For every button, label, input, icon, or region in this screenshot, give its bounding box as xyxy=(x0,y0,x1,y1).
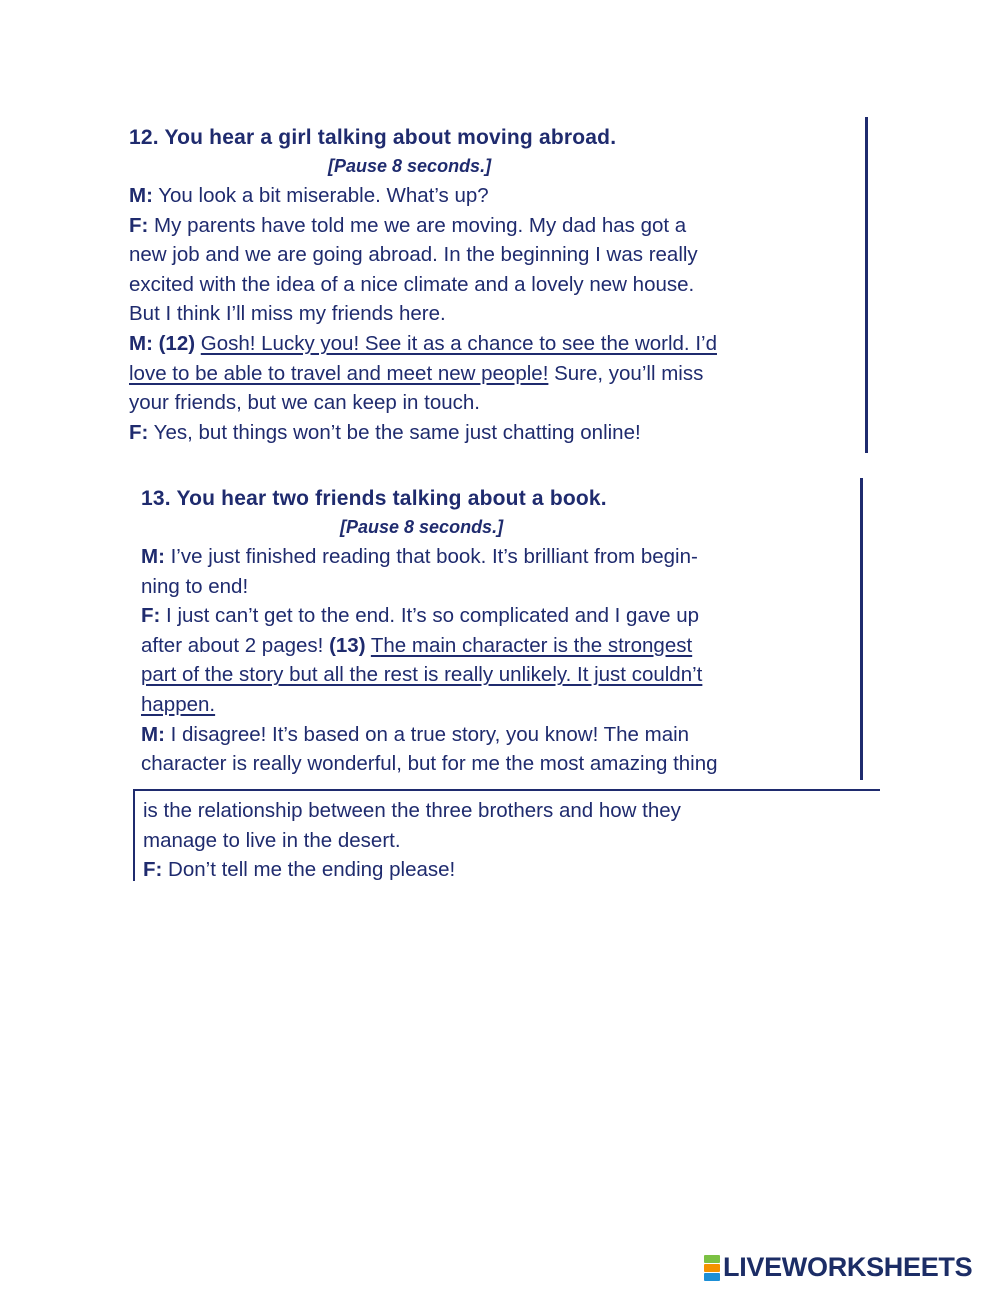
speaker-f: F: xyxy=(129,420,149,444)
logo-icon xyxy=(704,1255,720,1281)
q13-f1-l2 xyxy=(141,631,718,661)
speaker-f: F: xyxy=(143,858,163,882)
q13-m1-l1 xyxy=(141,542,718,572)
q13-m1-l2: ning to end! xyxy=(141,574,249,598)
q12-m2-l3: your friends, but we can keep in touch. xyxy=(129,391,480,415)
q13-pause: [Pause 8 seconds.] xyxy=(340,517,504,537)
q13-f1-l1 xyxy=(141,601,718,631)
dialogue-text: I just can’t get to the end. It’s so complicated and I gave up xyxy=(160,604,700,628)
answer-number: (12) xyxy=(152,331,201,355)
speaker-m: M: xyxy=(129,331,153,355)
q13-f1-l4 xyxy=(141,690,718,720)
dialogue-text: Don’t tell me the ending please! xyxy=(162,858,456,882)
logo-text: LIVEWORKSHEETS xyxy=(723,1252,973,1282)
continuation-block xyxy=(143,796,681,885)
continuation-top-border xyxy=(133,789,880,791)
question-12 xyxy=(129,123,717,447)
answer-underline: part of the story but all the rest is really unlikely. It just couldn’t xyxy=(141,663,703,687)
dialogue-text: I disagree! It’s based on a true story, you know! The main xyxy=(164,722,690,746)
dialogue-text: Yes, but things won’t be the same just chatting online! xyxy=(148,420,641,444)
q13-f2 xyxy=(143,855,681,885)
liveworksheets-logo xyxy=(704,1252,972,1283)
dialogue-text: My parents have told me we are moving. My dad has got a xyxy=(148,213,687,237)
q13-right-border xyxy=(860,478,863,780)
q13-m2-l1 xyxy=(141,720,718,750)
dialogue-text: Sure, you’ll miss xyxy=(548,361,704,385)
speaker-f: F: xyxy=(129,213,149,237)
answer-underline: The main character is the strongest xyxy=(370,633,693,657)
q13-m2-l3: is the relationship between the three brothers and how they xyxy=(143,799,681,822)
dialogue-text: You look a bit miserable. What’s up? xyxy=(152,184,489,207)
answer-number: (13) xyxy=(329,633,366,657)
q12-f1-l3: excited with the idea of a nice climate and a lovely new house. xyxy=(129,272,695,296)
dialogue-text: I’ve just finished reading that book. It’s brilliant from begin- xyxy=(164,545,698,568)
q12-f2 xyxy=(129,418,717,448)
answer-underline: Gosh! Lucky you! See it as a chance to see the world. I’d xyxy=(200,331,717,355)
q13-title: 13. You hear two friends talking about a book. xyxy=(141,487,607,510)
answer-underline: happen. xyxy=(141,692,216,716)
q12-m2-l2 xyxy=(129,359,717,389)
q12-m1 xyxy=(129,181,717,211)
speaker-m: M: xyxy=(129,184,153,207)
q13-m2-l4: manage to live in the desert. xyxy=(143,828,401,852)
question-13 xyxy=(141,484,718,779)
speaker-m: M: xyxy=(141,545,165,568)
continuation-left-border xyxy=(133,789,135,881)
q12-title: 12. You hear a girl talking about moving abroad. xyxy=(129,126,617,149)
q12-f1-l2: new job and we are going abroad. In the beginning I was really xyxy=(129,243,698,267)
q12-f1-l4: But I think I’ll miss my friends here. xyxy=(129,302,446,326)
dialogue-text: after about 2 pages! xyxy=(141,633,330,657)
q12-m2-l1 xyxy=(129,329,717,359)
q13-f1-l3 xyxy=(141,660,718,690)
q12-right-border xyxy=(865,117,868,453)
q12-f1-l1 xyxy=(129,211,717,241)
speaker-f: F: xyxy=(141,604,161,628)
q12-pause: [Pause 8 seconds.] xyxy=(328,156,492,176)
answer-underline: love to be able to travel and meet new people! xyxy=(129,361,549,385)
speaker-m: M: xyxy=(141,722,165,746)
q13-m2-l2: character is really wonderful, but for me the most amazing thing xyxy=(141,752,718,776)
